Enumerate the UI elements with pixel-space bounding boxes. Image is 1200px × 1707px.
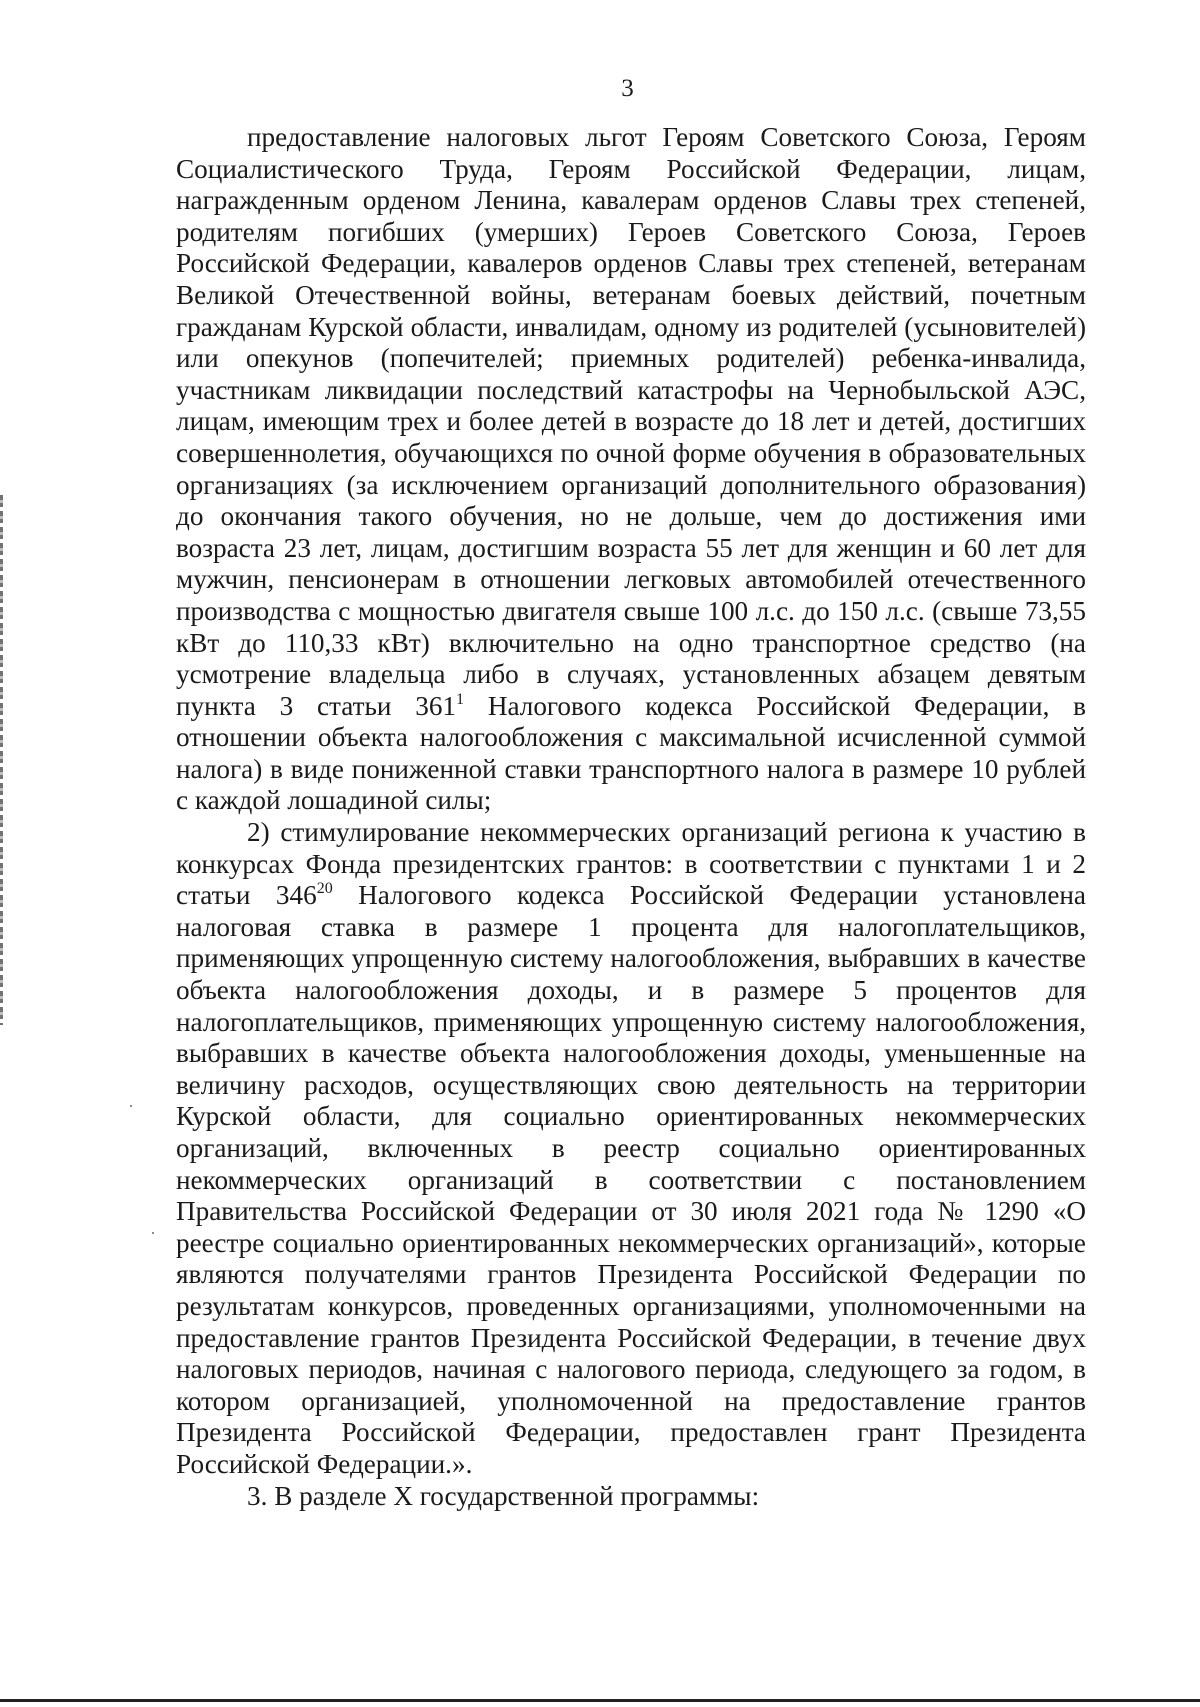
paragraph-nonprofit-incentives: [176, 817, 1086, 1480]
paragraph-tax-benefits: [176, 122, 1086, 817]
superscript: 1: [456, 690, 465, 708]
superscript: 20: [316, 880, 333, 898]
paragraph-text: Налогового кодекса Российской Федерации, в отношении объекта налогообложения с максимальной исчисленной суммой налога) в виде пониженной ставки транспортного налога в размере 10 рублей с каждой лошадиной силы;: [176, 690, 1086, 816]
page-number: 3: [621, 75, 634, 102]
paragraph-text: Налогового кодекса Российской Федерации установлена налоговая ставка в размере 1 процента для налогоплательщиков, применяющих упрощенную систему налогообложения, выбравших в качестве объекта налогообложения доходы, и в размере 5 процентов для налогоплательщиков, применяющих упрощенную систему налогообложения, выбравших в качестве объекта налогообложения доходы, уменьшенные на величину расходов, осуществляющих свою деятельность на территории Курской области, для социально ориентированных некоммерческих организаций, включенных в реестр социально ориентированных некоммерческих организаций в соответствии с постановлением Правительства Российской Федерации от 30 июля 2021 года № 1290 «О реестре социально ориентированных некоммерческих организаций», которые являются получателями грантов Президента Российской Федерации по результатам конкурсов, проведенных организациями, уполномоченными на предоставление грантов Президента Российской Федерации, в течение двух налоговых периодов, начиная с налогового периода, следующего за годом, в котором организацией, уполномоченной на предоставление грантов Президента Российской Федерации, предоставлен грант Президента Российской Федерации.».: [176, 880, 1086, 1479]
scan-edge-artifact: [0, 495, 3, 1025]
scan-speck: [130, 1105, 132, 1107]
paragraph-section-x: 3. В разделе X государственной программы:: [247, 1480, 760, 1511]
paragraph-text: 2) стимулирование некоммерческих организаций региона к участию в конкурсах Фонда президентских грантов: в соответствии с пунктами 1 и 2 статьи 346: [176, 817, 1086, 911]
document-body: [176, 122, 1086, 1512]
scan-speck: [152, 1232, 154, 1234]
paragraph-text: предоставление налоговых льгот Героям Советского Союза, Героям Социалистического Труда, Героям Российской Федерации, лицам, награжденным орденом Ленина, кавалерам орденов Славы трех степеней, родителям погибших (умерших) Героев Советского Союза, Героев Российской Федерации, кавалеров орденов Славы трех степеней, ветеранам Великой Отечественной войны, ветеранам боевых действий, почетным гражданам Курской области, инвалидам, одному из родителей (усыновителей) или опекунов (попечителей; приемных родителей) ребенка-инвалида, участникам ликвидации последствий катастрофы на Чернобыльской АЭС, лицам, имеющим трех и более детей в возрасте до 18 лет и детей, достигших совершеннолетия, обучающихся по очной форме обучения в образовательных организациях (за исключением организаций дополнительного образования) до окончания такого обучения, но не дольше, чем до достижения ими возраста 23 лет, лицам, достигшим возраста 55 лет для женщин и 60 лет для мужчин, пенсионерам в отношении легковых автомобилей отечественного производства с мощностью двигателя свыше 100 л.с. до 150 л.с. (свыше 73,55 кВт до 110,33 кВт) включительно на одно транспортное средство (на усмотрение владельца либо в случаях, установленных абзацем девятым пункта 3 статьи 361: [176, 122, 1086, 721]
scan-bottom-edge: [0, 1699, 1200, 1702]
